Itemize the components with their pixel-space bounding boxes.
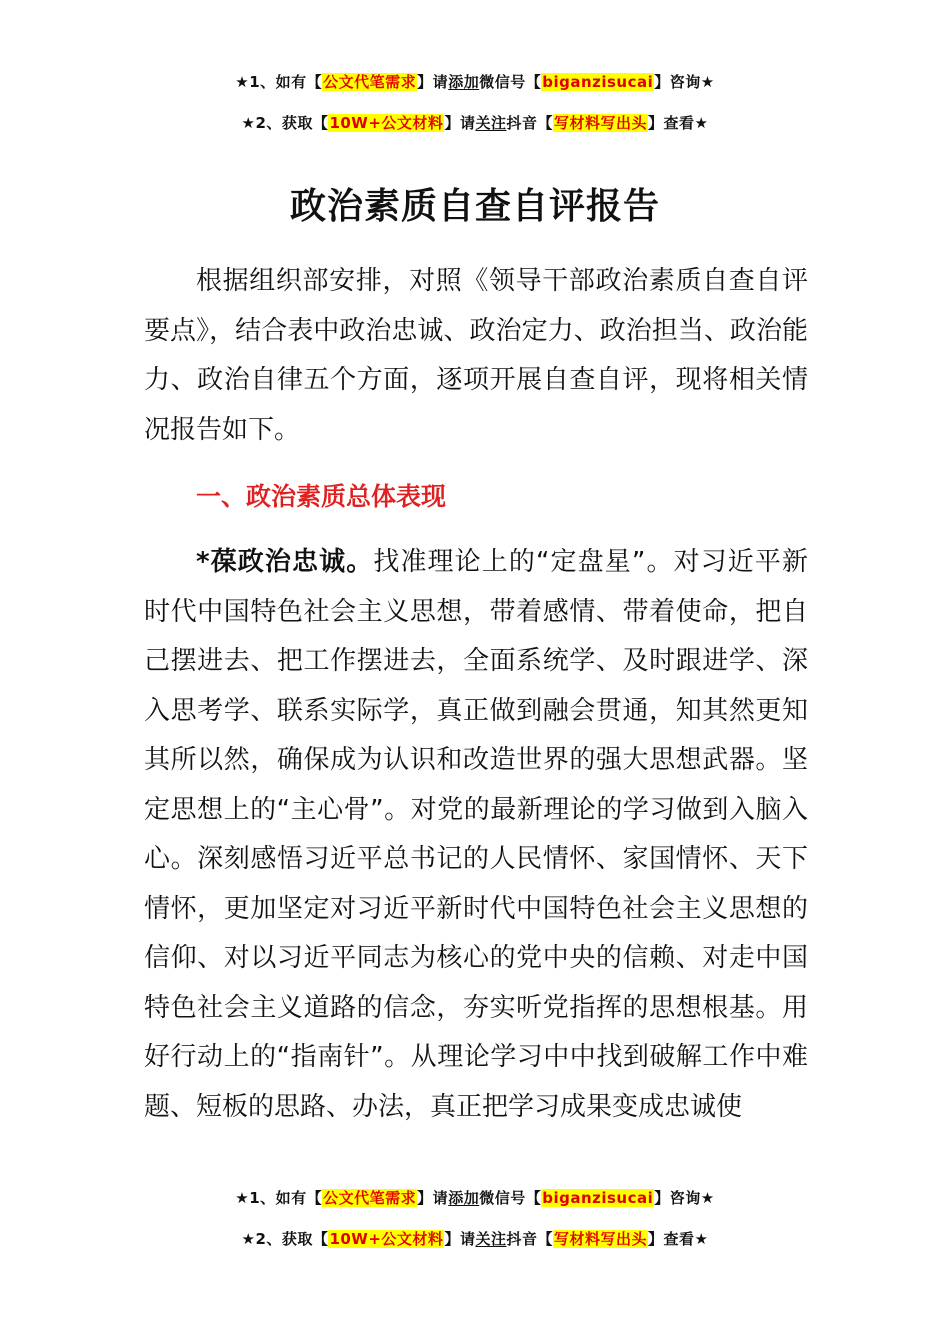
banner-text: 微信号【 — [479, 73, 542, 91]
bottom-banner — [0, 1188, 950, 1249]
banner-line-consult — [0, 72, 950, 92]
banner-text: 】请 — [444, 1230, 476, 1248]
highlight-text: 公文代笔需求 — [323, 73, 417, 91]
banner-line-consult — [0, 1188, 950, 1208]
underlined-text: 关注 — [475, 1230, 507, 1248]
banner-text: 】查看★ — [648, 1230, 709, 1248]
banner-text: 】咨询★ — [654, 1189, 715, 1207]
banner-text: 】咨询★ — [654, 73, 715, 91]
banner-line-materials — [0, 113, 950, 133]
underlined-text: 添加 — [448, 73, 480, 91]
highlight-text: 公文代笔需求 — [323, 1189, 417, 1207]
top-banner — [0, 72, 950, 133]
douyin-account: 写材料写出头 — [553, 114, 647, 132]
underlined-text: 添加 — [448, 1189, 480, 1207]
banner-text: 微信号【 — [479, 1189, 542, 1207]
banner-text: 】请 — [444, 114, 476, 132]
paragraph-body: 找准理论上的“定盘星”。对习近平新时代中国特色社会主义思想，带着感情、带着使命，把自己摆进去、把工作摆进去，全面系统学、及时跟进学、深入思考学、联系实际学，真正做到融会贯通，知其然更知其所以然，确保成为认识和改造世界的强大思想武器。坚定思想上的“主心骨”。对党的最新理论的学习做到入脑入心。深刻感悟习近平总书记的人民情怀、家国情怀、天下情怀，更加坚定对习近平新时代中国特色社会主义思想的信仰、对以习近平同志为核心的党中央的信赖、对走中国特色社会主义道路的信念，夯实听党指挥的思想根基。用好行动上的“指南针”。从理论学习中中找到破解工作中难题、短板的思路、办法，真正把学习成果变成忠诚使 — [144, 547, 808, 1122]
section-heading: 一、政治素质总体表现 — [196, 482, 447, 511]
wechat-id: biganzisucai — [542, 1189, 654, 1207]
banner-text: ★2、获取【 — [241, 114, 329, 132]
intro-paragraph: 根据组织部安排，对照《领导干部政治素质自查自评要点》，结合表中政治忠诚、政治定力、政治担当、政治能力、政治自律五个方面，逐项开展自查自评，现将相关情况报告如下。 — [144, 266, 808, 445]
banner-text: 抖音【 — [506, 1230, 553, 1248]
paragraph-lead: *葆政治忠诚。 — [196, 547, 374, 577]
banner-text: 】请 — [417, 73, 449, 91]
banner-text: ★2、获取【 — [241, 1230, 329, 1248]
douyin-account: 写材料写出头 — [553, 1230, 647, 1248]
banner-line-materials — [0, 1229, 950, 1249]
highlight-text: 10W+公文材料 — [329, 114, 444, 132]
highlight-text: 10W+公文材料 — [329, 1230, 444, 1248]
document-title: 政治素质自查自评报告 — [289, 186, 660, 227]
banner-text: ★1、如有【 — [235, 1189, 323, 1207]
body-paragraph — [144, 538, 808, 1132]
banner-text: ★1、如有【 — [235, 73, 323, 91]
banner-text: 】查看★ — [648, 114, 709, 132]
underlined-text: 关注 — [475, 114, 507, 132]
banner-text: 】请 — [417, 1189, 449, 1207]
banner-text: 抖音【 — [506, 114, 553, 132]
wechat-id: biganzisucai — [542, 73, 654, 91]
